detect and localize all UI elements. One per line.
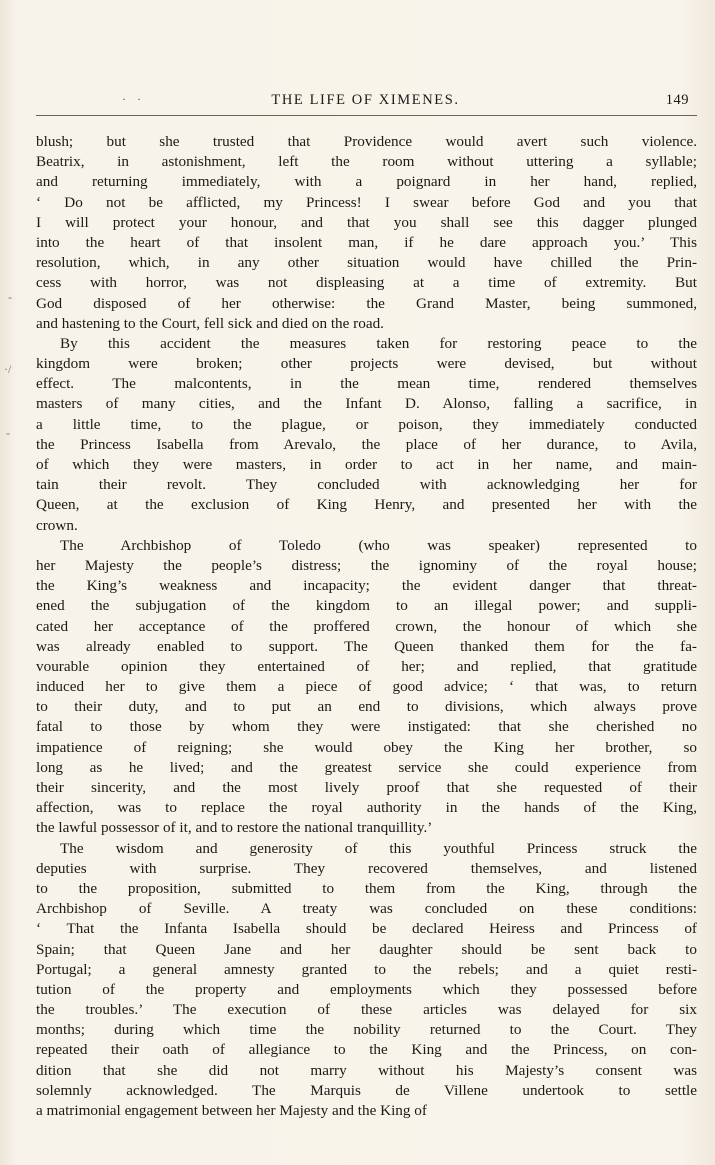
text-line: a little time, to the plague, or poison, they immediately conducted [36, 415, 697, 433]
text-line: Spain; that Queen Jane and her daughter should be sent back to [36, 940, 697, 958]
text-line: the King’s weakness and incapacity; the evident danger that threat- [36, 577, 697, 595]
text-line: the Princess Isabella from Arevalo, the place of her durance, to Avila, [36, 435, 697, 453]
text-line: Portugal; a general amnesty granted to the rebels; and a quiet resti- [36, 960, 697, 978]
text-line: a matrimonial engagement between her Majesty and the King of [36, 1102, 427, 1119]
text-line: their sincerity, and the most lively proof that she requested of their [36, 779, 697, 796]
text-line: the troubles.’ The execution of these articles was delayed for six [36, 1001, 697, 1019]
text-line: resolution, which, in any other situation would have chilled the Prin- [36, 254, 697, 272]
paragraph [36, 334, 697, 536]
text-line: I will protect your honour, and that you shall see this dagger plunged [36, 213, 697, 231]
text-line: By this accident the measures taken for restoring peace to the [60, 334, 697, 352]
text-line: her Majesty the people’s distress; the ignominy of the royal house; [36, 556, 697, 574]
paragraph [36, 839, 697, 1122]
text-line: God disposed of her otherwise: the Grand Master, being summoned, [36, 294, 697, 312]
text-line: into the heart of that insolent man, if he dare approach you.’ This [36, 233, 697, 251]
page-number: 149 [665, 92, 689, 108]
page-body [36, 132, 697, 1121]
text-line: tain their revolt. They concluded with acknowledging her for [36, 476, 697, 494]
text-line: tution of the property and employments which they possessed before [36, 980, 697, 998]
text-line: masters of many cities, and the Infant D. Alonso, falling a sacrifice, in [36, 395, 697, 413]
text-line: Archbishop of Seville. A treaty was concluded on these conditions: [36, 900, 697, 918]
paragraph [36, 132, 697, 334]
text-line: cess with horror, was not displeasing at a time of extremity. But [36, 274, 697, 292]
text-line: to the proposition, submitted to them from the King, through the [36, 879, 697, 897]
text-line: and returning immediately, with a poignard in her hand, replied, [36, 173, 697, 191]
text-line: The Archbishop of Toledo (who was speaker) represented to [60, 536, 697, 554]
text-line: and hastening to the Court, fell sick and died on the road. [36, 314, 384, 332]
text-line: of which they were masters, in order to act in her name, and main- [36, 456, 697, 473]
text-line: ‘ That the Infanta Isabella should be declared Heiress and Princess of [36, 920, 697, 938]
margin-mark: ·/ [4, 362, 12, 376]
text-line: solemnly acknowledged. The Marquis de Villene undertook to settle [36, 1081, 697, 1099]
text-line: impatience of reigning; she would obey the King her brother, so [36, 738, 697, 756]
margin-mark: - [6, 426, 10, 440]
text-line: repeated their oath of allegiance to the King and the Princess, on con- [36, 1041, 697, 1059]
header-ornament: · · [122, 92, 145, 106]
text-line: the lawful possessor of it, and to restore the national tranquillity.’ [36, 819, 433, 837]
text-line: affection, was to replace the royal authority in the hands of the King, [36, 799, 697, 817]
text-line: Queen, at the exclusion of King Henry, and presented her with the [36, 496, 697, 514]
text-line: Beatrix, in astonishment, left the room without uttering a syllable; [36, 153, 697, 171]
text-line: effect. The malcontents, in the mean time, rendered themselves [36, 375, 697, 393]
text-line: ened the subjugation of the kingdom to an illegal power; and suppli- [36, 597, 697, 615]
text-line: dition that she did not marry without his Majesty’s consent was [36, 1061, 697, 1079]
text-line: fatal to those by whom they were instigated: that she cherished no [36, 718, 697, 736]
text-line: ‘ Do not be afflicted, my Princess! I swear before God and you that [36, 193, 697, 211]
text-line: blush; but she trusted that Providence would avert such violence. [36, 133, 697, 150]
text-line: was already enabled to support. The Queen thanked them for the fa- [36, 637, 697, 655]
paragraph [36, 536, 697, 839]
text-line: cated her acceptance of the proffered crown, the honour of which she [36, 617, 697, 635]
text-line: long as he lived; and the greatest service she could experience from [36, 758, 697, 776]
text-line: induced her to give them a piece of good advice; ‘ that was, to return [36, 678, 697, 696]
text-line: vourable opinion they entertained of her; and replied, that gratitude [36, 657, 697, 675]
header-rule [36, 115, 697, 116]
text-line: crown. [36, 516, 78, 534]
text-line: deputies with surprise. They recovered themselves, and listened [36, 859, 697, 877]
running-title: THE LIFE OF XIMENES. [271, 92, 460, 108]
text-line: kingdom were broken; other projects were devised, but without [36, 355, 697, 373]
margin-mark: - [8, 290, 12, 304]
text-line: months; during which time the nobility returned to the Court. They [36, 1021, 697, 1039]
page-header [36, 92, 695, 112]
text-line: The wisdom and generosity of this youthful Princess struck the [60, 839, 697, 857]
text-line: to their duty, and to put an end to divisions, which always prove [36, 698, 697, 716]
